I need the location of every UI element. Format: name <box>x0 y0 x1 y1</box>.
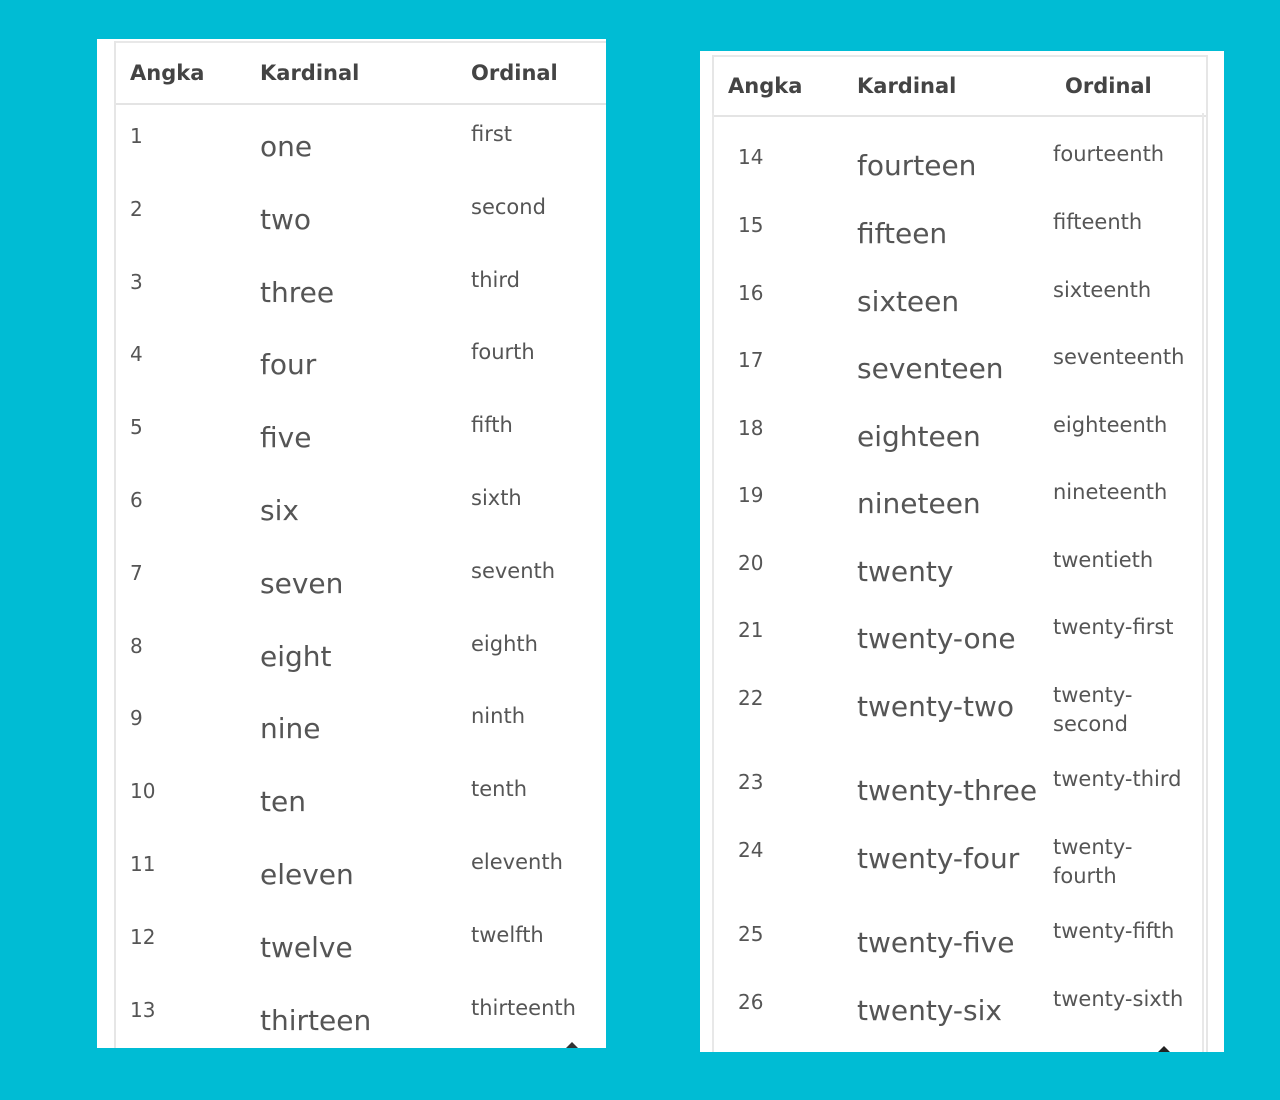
row-number: 2 <box>130 196 143 221</box>
right-table-header <box>714 55 1206 117</box>
ordinal-word: nineteenth <box>1053 480 1168 504</box>
left-table-screenshot <box>97 39 606 1048</box>
header-kardinal: Kardinal <box>857 74 957 98</box>
row-number: 6 <box>130 488 143 512</box>
row-number: 9 <box>130 706 143 731</box>
ordinal-word: sixteenth <box>1053 278 1152 302</box>
row-number: 10 <box>130 779 156 804</box>
ordinal-word: third <box>471 267 520 292</box>
cardinal-word: eight <box>260 639 332 673</box>
row-number: 16 <box>738 281 764 305</box>
ordinal-word: fifteenth <box>1053 210 1143 234</box>
row-number: 14 <box>738 145 764 169</box>
ordinal-word: twenty-second <box>1053 683 1133 736</box>
cardinal-word: four <box>260 348 317 382</box>
cardinal-word: seventeen <box>857 352 1004 385</box>
cardinal-word: twenty-one <box>857 622 1016 655</box>
row-number: 1 <box>130 124 143 148</box>
ordinal-word: sixth <box>471 486 522 510</box>
cardinal-word: seven <box>260 566 344 600</box>
ordinal-word: seventh <box>471 558 556 583</box>
row-number: 19 <box>738 483 764 507</box>
cardinal-word: twenty-three <box>857 774 1038 807</box>
ordinal-word: second <box>471 194 546 219</box>
ordinal-word: eighteenth <box>1053 413 1168 437</box>
ordinal-word: twenty-fifth <box>1053 919 1175 943</box>
cardinal-word: six <box>260 494 299 527</box>
row-number: 25 <box>738 922 764 946</box>
cardinal-word: fifteen <box>857 217 948 250</box>
header-kardinal: Kardinal <box>260 61 360 85</box>
header-ordinal: Ordinal <box>1065 74 1152 98</box>
row-number: 12 <box>130 924 156 949</box>
ordinal-word: tenth <box>471 777 528 802</box>
ordinal-word: seventeenth <box>1053 345 1185 369</box>
row-number: 18 <box>738 416 764 440</box>
header-angka: Angka <box>130 61 205 85</box>
ordinal-word: fourth <box>471 340 535 365</box>
ordinal-word: thirteenth <box>471 995 576 1020</box>
cardinal-word: two <box>260 202 312 236</box>
row-number: 5 <box>130 415 143 440</box>
ordinal-word: fourteenth <box>1053 142 1165 166</box>
cardinal-word: twenty-four <box>857 842 1020 875</box>
left-table-header <box>116 41 606 105</box>
ordinal-word: fifth <box>471 413 513 438</box>
cardinal-word: twenty <box>857 555 954 588</box>
cardinal-word: three <box>260 275 335 309</box>
cardinal-word: thirteen <box>260 1003 372 1037</box>
header-ordinal: Ordinal <box>471 61 558 85</box>
caret-icon <box>1158 1046 1170 1052</box>
cardinal-word: twelve <box>260 930 353 964</box>
ordinal-word: twentieth <box>1053 548 1154 572</box>
ordinal-word: eleventh <box>471 850 563 874</box>
ordinal-word: twelfth <box>471 922 544 947</box>
cardinal-word: twenty-two <box>857 690 1015 723</box>
row-number: 21 <box>738 618 764 642</box>
row-number: 4 <box>130 342 143 367</box>
right-table-screenshot <box>700 51 1224 1052</box>
row-number: 22 <box>738 686 764 710</box>
cardinal-word: eleven <box>260 858 354 891</box>
ordinal-word: first <box>471 122 513 146</box>
cardinal-word: fourteen <box>857 149 977 182</box>
row-number: 24 <box>738 838 764 862</box>
row-number: 15 <box>738 213 764 237</box>
row-number: 23 <box>738 770 764 794</box>
row-number: 7 <box>130 560 143 585</box>
row-number: 11 <box>130 852 156 876</box>
ordinal-word: twenty-first <box>1053 615 1174 639</box>
right-table-body <box>712 113 1204 1052</box>
ordinal-word: eighth <box>471 631 538 656</box>
row-number: 3 <box>130 269 143 294</box>
cardinal-word: eighteen <box>857 420 981 453</box>
row-number: 8 <box>130 633 143 658</box>
cardinal-word: nine <box>260 712 321 746</box>
ordinal-word: ninth <box>471 704 525 729</box>
row-number: 26 <box>738 990 764 1014</box>
cardinal-word: sixteen <box>857 285 960 318</box>
left-table <box>114 41 606 1048</box>
header-angka: Angka <box>728 74 803 98</box>
cardinal-word: twenty-six <box>857 994 1002 1027</box>
ordinal-word: twenty-third <box>1053 767 1182 791</box>
ordinal-word: twenty-fourth <box>1053 835 1133 888</box>
row-number: 13 <box>130 997 156 1022</box>
row-number: 20 <box>738 551 764 575</box>
cardinal-word: nineteen <box>857 487 981 520</box>
row-number: 17 <box>738 348 764 372</box>
cardinal-word: five <box>260 421 312 455</box>
cardinal-word: ten <box>260 785 306 819</box>
cardinal-word: one <box>260 130 313 163</box>
caret-icon <box>566 1042 578 1048</box>
cardinal-word: twenty-five <box>857 926 1015 959</box>
ordinal-word: twenty-sixth <box>1053 987 1184 1011</box>
